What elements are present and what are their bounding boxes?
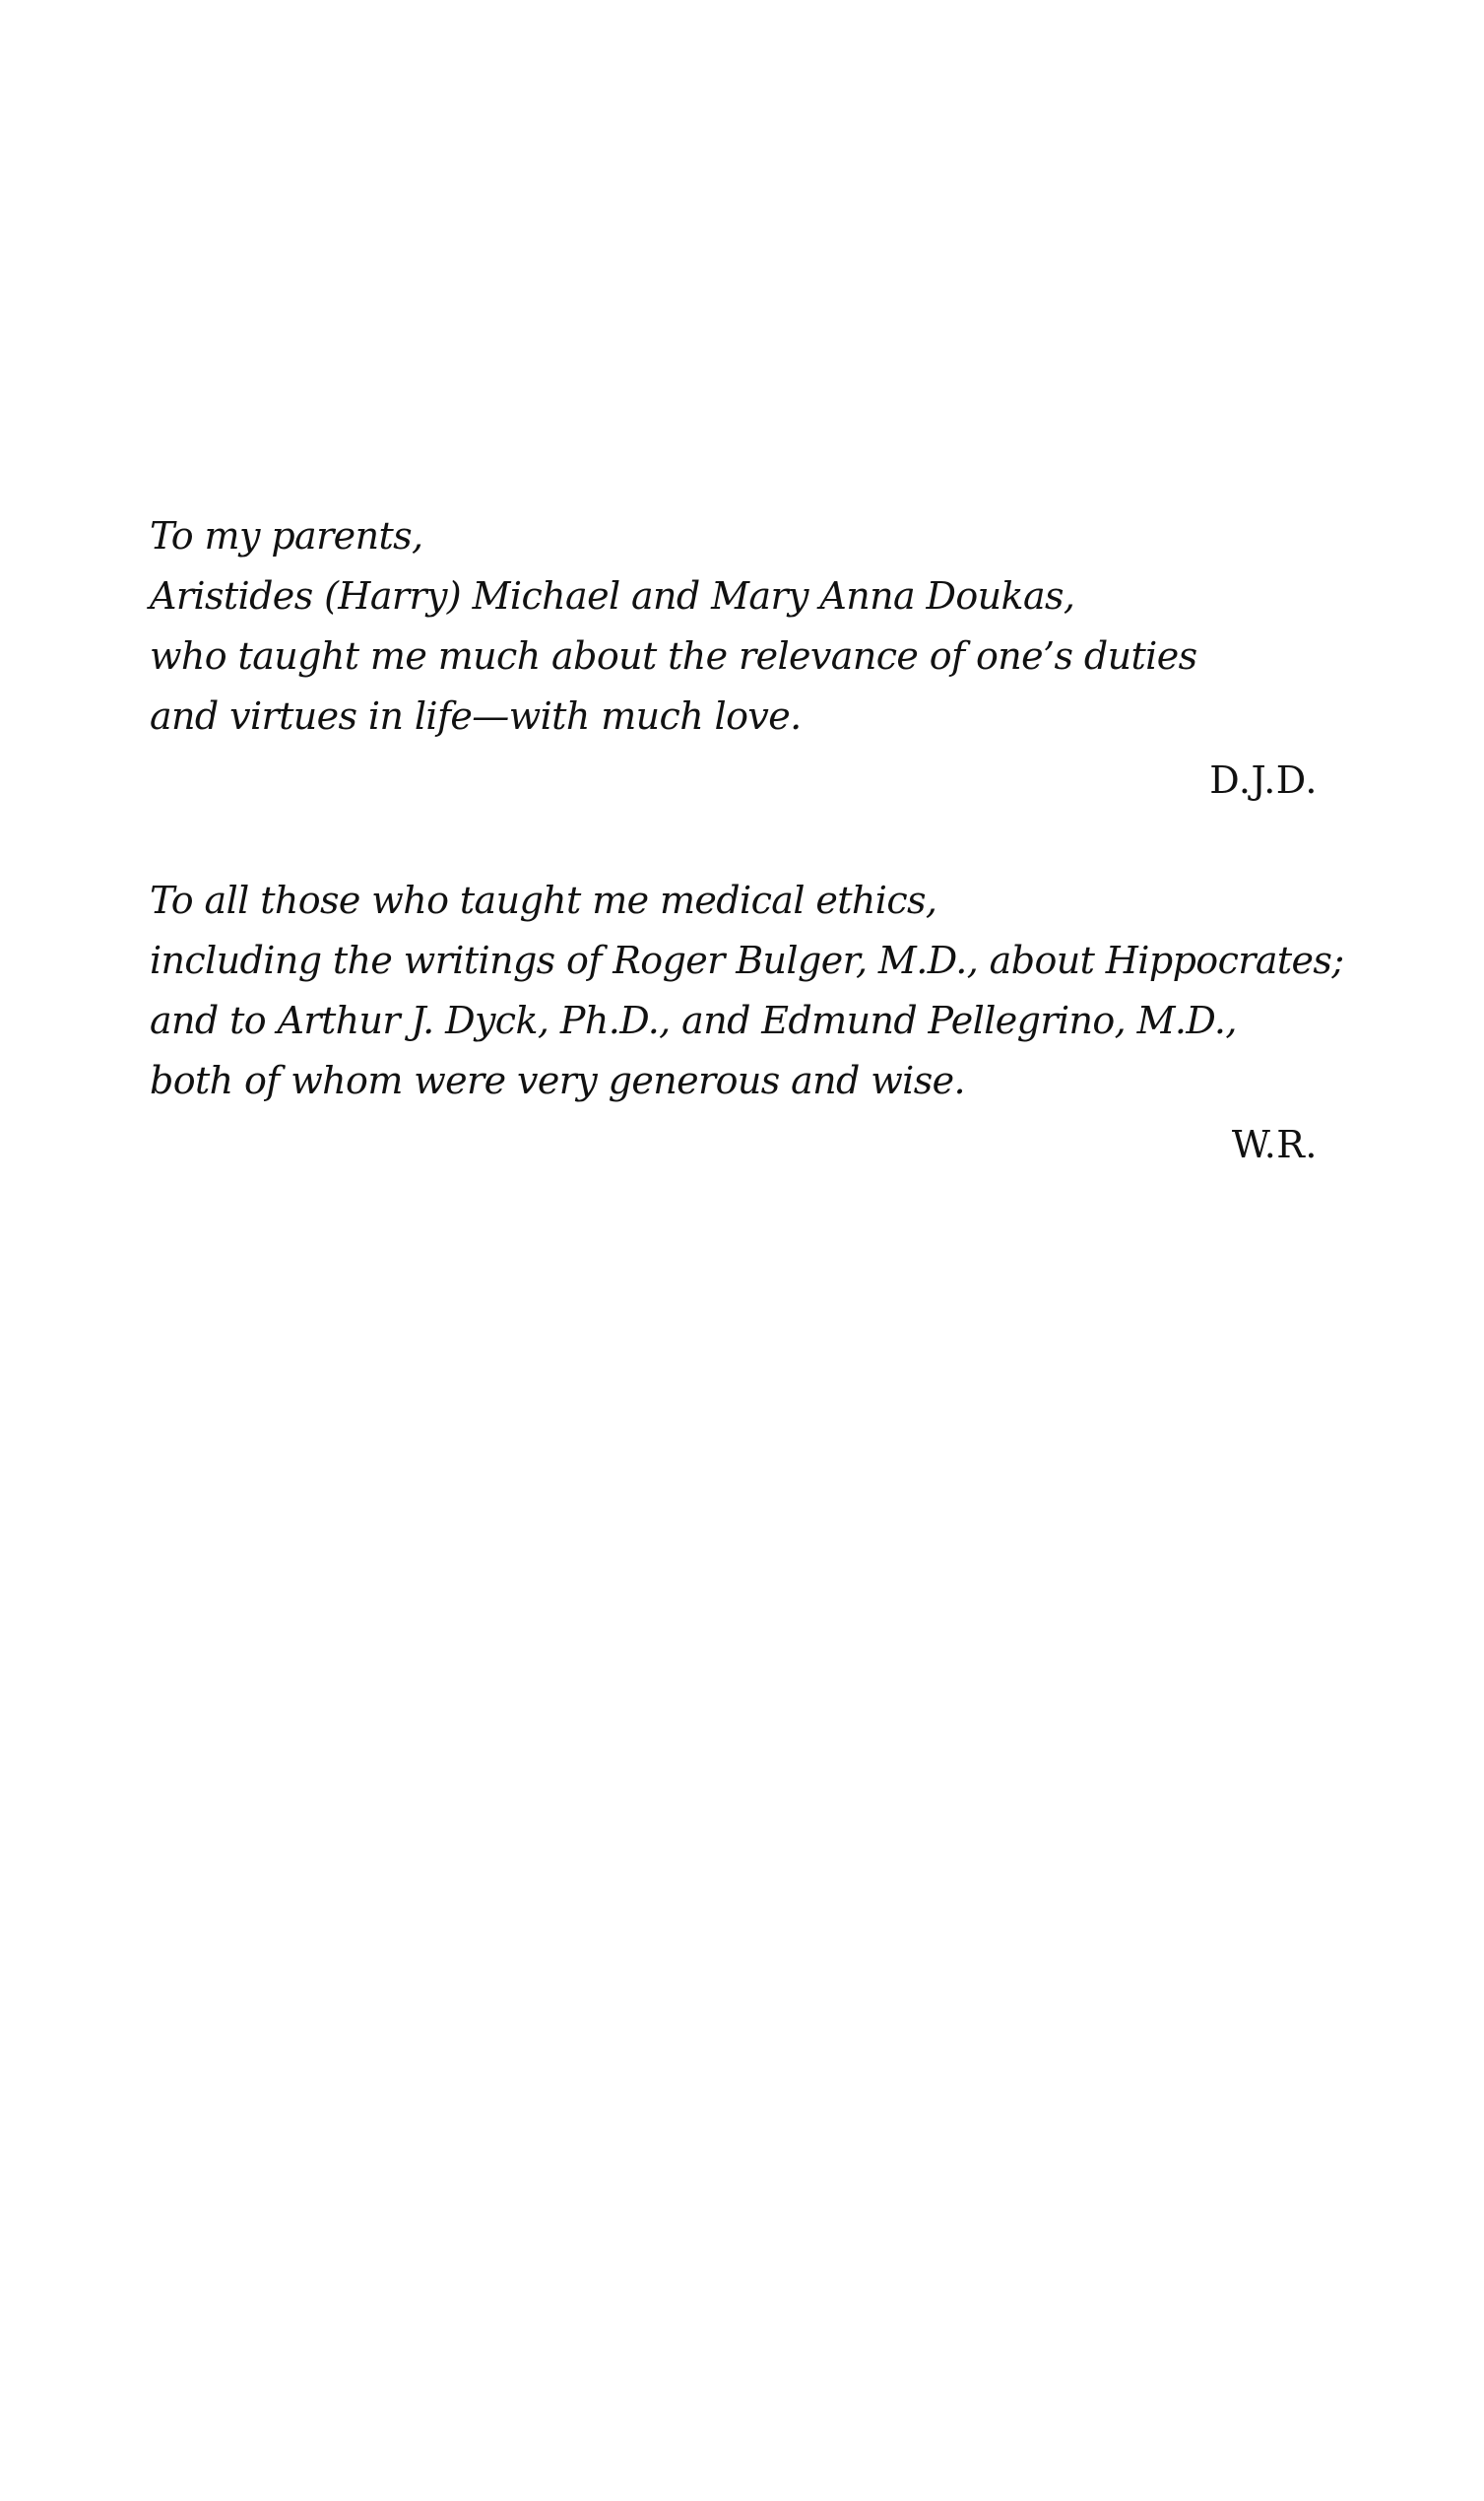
dedication-block-wr [150,871,1344,1175]
dedication-line: and virtues in life—with much love. [150,694,802,738]
dedication-signature: D.J.D. [1209,758,1318,802]
dedication-signature: W.R. [1231,1123,1318,1166]
dedication-block-djd [150,506,1318,811]
dedication-line: To my parents, [150,514,423,558]
dedication-line: who taught me much about the relevance of one’s duties [150,634,1197,678]
dedication-line: and to Arthur J. Dyck, Ph.D., and Edmund Pellegrino, M.D., [150,999,1237,1042]
dedication-line: Aristides (Harry) Michael and Mary Anna Doukas, [150,574,1075,618]
dedication-line: including the writings of Roger Bulger, M.D., about Hippocrates; [150,939,1344,982]
dedication-line: both of whom were very generous and wise. [150,1059,966,1102]
dedication-line: To all those who taught me medical ethics, [150,879,937,922]
